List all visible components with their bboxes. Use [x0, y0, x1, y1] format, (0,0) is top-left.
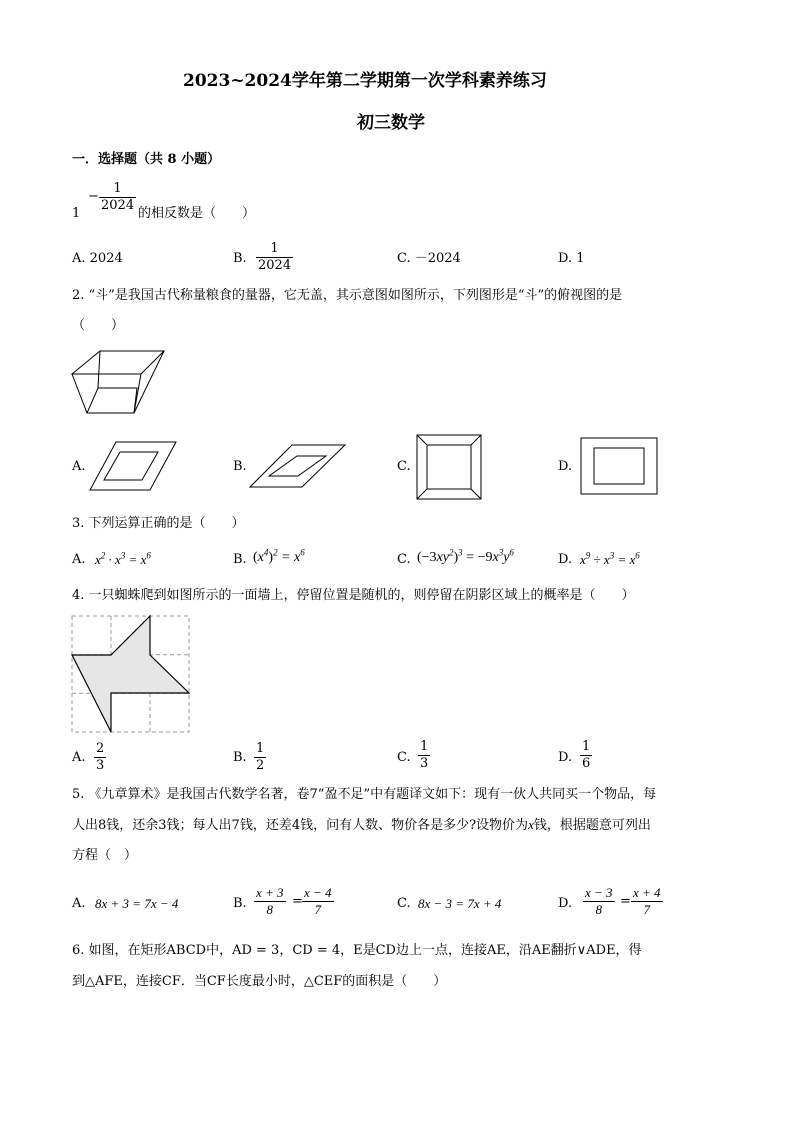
q1-option-b-denominator: 2024: [258, 258, 292, 273]
q5-stem-line2-a: 人出8钱，还余3钱；每人出7钱，还差4钱，问有人数、物价各是多少?设物价为: [72, 818, 529, 833]
q3-option-d-expr: $x^9 \div x^3 = x^6$: [580, 550, 640, 567]
q2-option-c-label: C.: [397, 459, 411, 474]
q3-option-c-label: C.: [397, 552, 411, 567]
q1-option-a: A. 2024: [72, 251, 123, 266]
q5-option-a-label: A.: [72, 896, 86, 911]
q1-option-b-label: B.: [233, 251, 247, 266]
q1-fraction-denominator: 2024: [101, 198, 135, 213]
q4-option-a-numerator: 2: [96, 741, 105, 756]
q4-stem: 4. 一只蜘蛛爬到如图所示的一面墙上，停留位置是随机的，则停留在阴影区域上的概率是（ ）: [72, 588, 635, 603]
q1-option-b-numerator: 1: [270, 241, 279, 256]
q5-option-b-equals: =: [292, 894, 303, 909]
q3-option-b-label: B.: [233, 552, 247, 567]
q2-option-d-figure: [578, 436, 660, 498]
q1-stem: 的相反数是（ ）: [138, 206, 256, 221]
q4-star-grid-figure: [71, 615, 191, 733]
q5-option-d-label: D.: [558, 896, 573, 911]
q4-option-b-denominator: 2: [256, 758, 265, 773]
q3-stem: 3. 下列运算正确的是（ ）: [72, 516, 245, 531]
q3-option-d-label: D.: [558, 552, 573, 567]
q4-option-b-label: B.: [233, 750, 247, 765]
q4-option-c-denominator: 3: [420, 756, 429, 771]
q5-option-b-label: B.: [233, 896, 247, 911]
q1-option-c: C. －2024: [397, 251, 461, 266]
q5-option-d-left-fraction: [583, 885, 615, 918]
q1-number: 1: [72, 206, 81, 221]
q3-option-a-expr: $x^2 \cdot x^3 = x^6$: [95, 550, 151, 567]
q2-option-d-label: D.: [558, 459, 573, 474]
q4-option-d-fraction: [580, 739, 592, 772]
q4-option-c-numerator: 1: [420, 739, 429, 754]
q5-option-c-label: C.: [397, 896, 411, 911]
q5-option-d-right-denominator: 7: [631, 901, 663, 918]
q5-option-a-expr: 8x + 3 = 7x − 4: [95, 896, 179, 911]
q6-stem-line2: 到△AFE，连接CF．当CF长度最小时，△CEF的面积是（ ）: [72, 974, 447, 989]
q5-stem-line2: [72, 817, 651, 834]
q4-option-b-numerator: 1: [256, 741, 265, 756]
q2-stem-line2: （ ）: [72, 318, 125, 333]
q5-stem-line2-b: 钱，根据题意可列出: [533, 818, 651, 833]
q3-option-b-expr: $(x^4)^2 = x^6$: [253, 547, 305, 565]
q5-variable-x: x: [528, 817, 534, 832]
q6-stem-line1: 6. 如图，在矩形ABCD中，AD = 3，CD = 4，E是CD边上一点，连接AE，沿AE翻折∨ADE，得: [72, 943, 642, 958]
q5-option-b-right-fraction: [302, 885, 334, 918]
q2-option-a-figure: [88, 440, 178, 492]
q4-option-a-label: A.: [72, 750, 86, 765]
q2-option-b-figure: [248, 443, 348, 489]
q4-option-b-fraction: [254, 741, 266, 774]
q2-option-c-figure: [413, 431, 485, 503]
q4-option-d-numerator: 1: [582, 739, 591, 754]
q4-option-a-fraction: [94, 741, 106, 774]
q1-option-d: D. 1: [558, 251, 585, 266]
page-title: 2023~2024学年第二学期第一次学科素养练习: [183, 71, 547, 91]
q5-stem-line1: 5. 《九章算术》是我国古代数学名著，卷7“盈不足”中有题译文如下：现有一伙人共同买一个物品，每: [72, 787, 657, 802]
q3-option-c-expr: $(-3xy^2)^3 = -9x^3y^6$: [417, 547, 514, 565]
q2-option-a-label: A.: [72, 459, 86, 474]
q5-option-d-right-fraction: [631, 885, 663, 918]
q1-minus-sign: −: [88, 189, 99, 204]
q5-option-d-left-numerator: x − 3: [585, 885, 613, 900]
q5-option-d-equals: =: [620, 894, 631, 909]
q5-option-b-left-numerator: x + 3: [256, 885, 284, 900]
section-heading: 一．选择题（共 8 小题）: [72, 152, 221, 167]
q2-stem-line1: 2. “斗”是我国古代称量粮食的量器，它无盖，其示意图如图所示，下列图形是“斗”的俯视图的是: [72, 288, 623, 303]
q4-option-a-denominator: 3: [96, 758, 105, 773]
q5-stem-line3: 方程（ ）: [72, 848, 138, 863]
q2-option-b-label: B.: [233, 459, 247, 474]
q4-option-d-denominator: 6: [582, 756, 591, 771]
q4-option-c-fraction: [418, 739, 430, 772]
q1-fraction-numerator: 1: [113, 181, 122, 196]
q5-option-b-left-denominator: 8: [254, 901, 286, 918]
q5-option-d-right-numerator: x + 4: [633, 885, 661, 900]
q4-option-d-label: D.: [558, 750, 573, 765]
q3-option-a-label: A.: [72, 552, 86, 567]
q1-option-b-fraction: [256, 241, 293, 274]
q5-option-b-right-numerator: x − 4: [304, 885, 332, 900]
q1-fraction: [99, 181, 136, 214]
q5-option-b-right-denominator: 7: [302, 901, 334, 918]
q5-option-b-left-fraction: [254, 885, 286, 918]
q5-option-c-expr: 8x − 3 = 7x + 4: [418, 896, 502, 911]
q2-dou-figure: [70, 348, 170, 418]
page-subtitle: 初三数学: [357, 113, 425, 133]
q4-option-c-label: C.: [397, 750, 411, 765]
q5-option-d-left-denominator: 8: [583, 901, 615, 918]
